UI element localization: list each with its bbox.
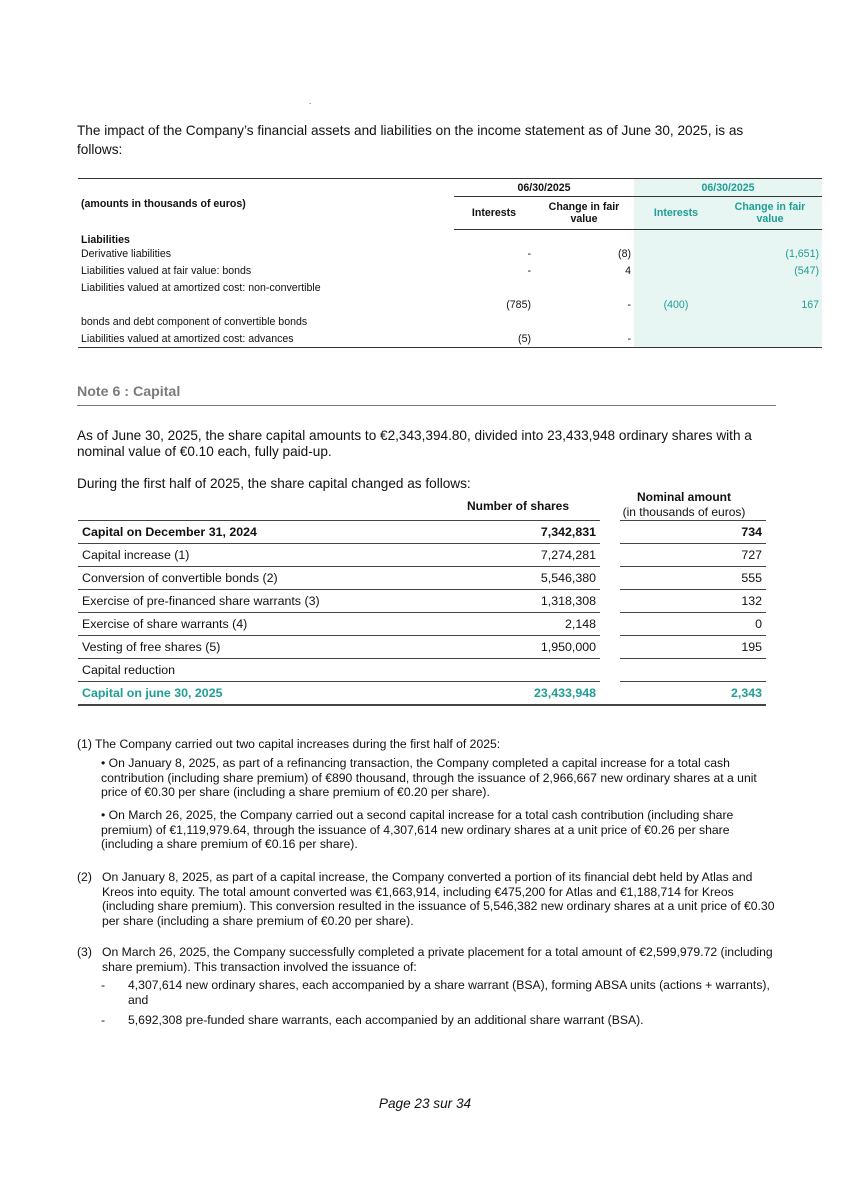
footnote-3-number: (3) — [77, 945, 92, 959]
col-interests-1: Interests — [454, 197, 534, 230]
footnote-3-dash-1: - — [101, 978, 106, 992]
table-row: Capital reduction — [78, 659, 766, 682]
share-capital-table — [78, 520, 766, 706]
table-row: Exercise of pre-financed share warrants (3) 1,318,308 132 — [78, 590, 766, 613]
table-row: Capital on December 31, 2024 7,342,831 734 — [78, 521, 766, 544]
col-nominal-amount-unit: (in thousands of euros) — [622, 505, 746, 519]
table-row: Derivative liabilities - (8) (1,651) — [78, 246, 822, 263]
footnote-2-number: (2) — [77, 870, 92, 884]
col-nominal-amount — [618, 490, 750, 520]
stray-dot: . — [309, 97, 312, 106]
footnote-3-item-2: 5,692,308 pre-funded share warrants, each accompanied by an additional share warrant (BSA). — [128, 1013, 644, 1027]
col-number-of-shares: Number of shares — [467, 499, 570, 513]
section-liabilities: Liabilities — [81, 233, 130, 246]
col-nominal-amount-label: Nominal amount — [636, 490, 731, 504]
note-6-paragraph-1: As of June 30, 2025, the share capital amounts to €2,343,394.80, divided into 23,433,948 ordinary shares with a nominal value of €0.10 each, fully paid-up. — [77, 428, 752, 459]
col-change-2: Change in fair value — [718, 197, 822, 230]
footnote-1-intro: (1) The Company carried out two capital increases during the first half of 2025: — [77, 737, 501, 751]
col-change-1: Change in fair value — [534, 197, 634, 230]
income-impact-table — [78, 178, 822, 348]
table-row-total: Capital on june 30, 2025 23,433,948 2,343 — [78, 682, 766, 706]
intro-paragraph: The impact of the Company’s financial assets and liabilities on the income statement as of June 30, 2025, is as follows: — [77, 123, 744, 157]
table-row: Exercise of share warrants (4) 2,148 0 — [78, 613, 766, 636]
units-label: (amounts in thousands of euros) — [78, 179, 454, 230]
table-row: Capital increase (1) 7,274,281 727 — [78, 544, 766, 567]
table-row: bonds and debt component of convertible bonds — [78, 314, 822, 331]
period-header-1: 06/30/2025 — [454, 179, 634, 197]
table-row: Vesting of free shares (5) 1,950,000 195 — [78, 636, 766, 659]
table-row: Conversion of convertible bonds (2) 5,546,380 555 — [78, 567, 766, 590]
note-6-paragraph-2: During the first half of 2025, the share capital changed as follows: — [77, 476, 471, 491]
page-number: Page 23 sur 34 — [378, 1096, 472, 1111]
footnote-3-item-1: 4,307,614 new ordinary shares, each accompanied by a share warrant (BSA), forming ABSA units (actions + warrants), and — [128, 978, 770, 1007]
col-interests-2: Interests — [634, 197, 718, 230]
period-header-2: 06/30/2025 — [634, 179, 822, 197]
table-row: Liabilities valued at amortized cost: advances (5) - — [78, 331, 822, 348]
footnote-3-text: On March 26, 2025, the Company successfully completed a private placement for a total amount of €2,599,979.72 (including share premium). This transaction involved the issuance of: — [102, 945, 773, 974]
footnote-2-text: On January 8, 2025, as part of a capital increase, the Company converted a portion of its financial debt held by Atlas and Kreos into equity. The total amount converted was €1,663,914, including €475,200 for Atlas and €1,188,714 for Kreos (including share premium). This conversion resulted in the issuance of 5,546,382 new ordinary shares at a unit price of €0.30 per share (including a share premium of €0.20 per share). — [102, 870, 775, 928]
table-row: (785) - (400) 167 — [78, 297, 822, 314]
footnote-1-bullet-2: • On March 26, 2025, the Company carried out a second capital increase for a total cash contribution (including share premium) of €1,119,979.64, through the issuance of 4,307,614 new ordinary shares at a unit price of €0.26 per share (including a share premium of €0.16 per share). — [101, 808, 734, 851]
table-row: Liabilities valued at fair value: bonds - 4 (547) — [78, 263, 822, 280]
footnote-1-bullet-1: • On January 8, 2025, as part of a refinancing transaction, the Company completed a capital increase for a total cash contribution (including share premium) of €890 thousand, through the issuance of 2,966,667 new ordinary shares at a unit price of €0.30 per share (including a share premium of €0.20 per share). — [101, 756, 757, 799]
note-6-heading: Note 6 : Capital — [77, 384, 776, 406]
footnote-3-dash-2: - — [101, 1013, 106, 1027]
table-row: Liabilities valued at amortized cost: non-convertible — [78, 280, 822, 297]
